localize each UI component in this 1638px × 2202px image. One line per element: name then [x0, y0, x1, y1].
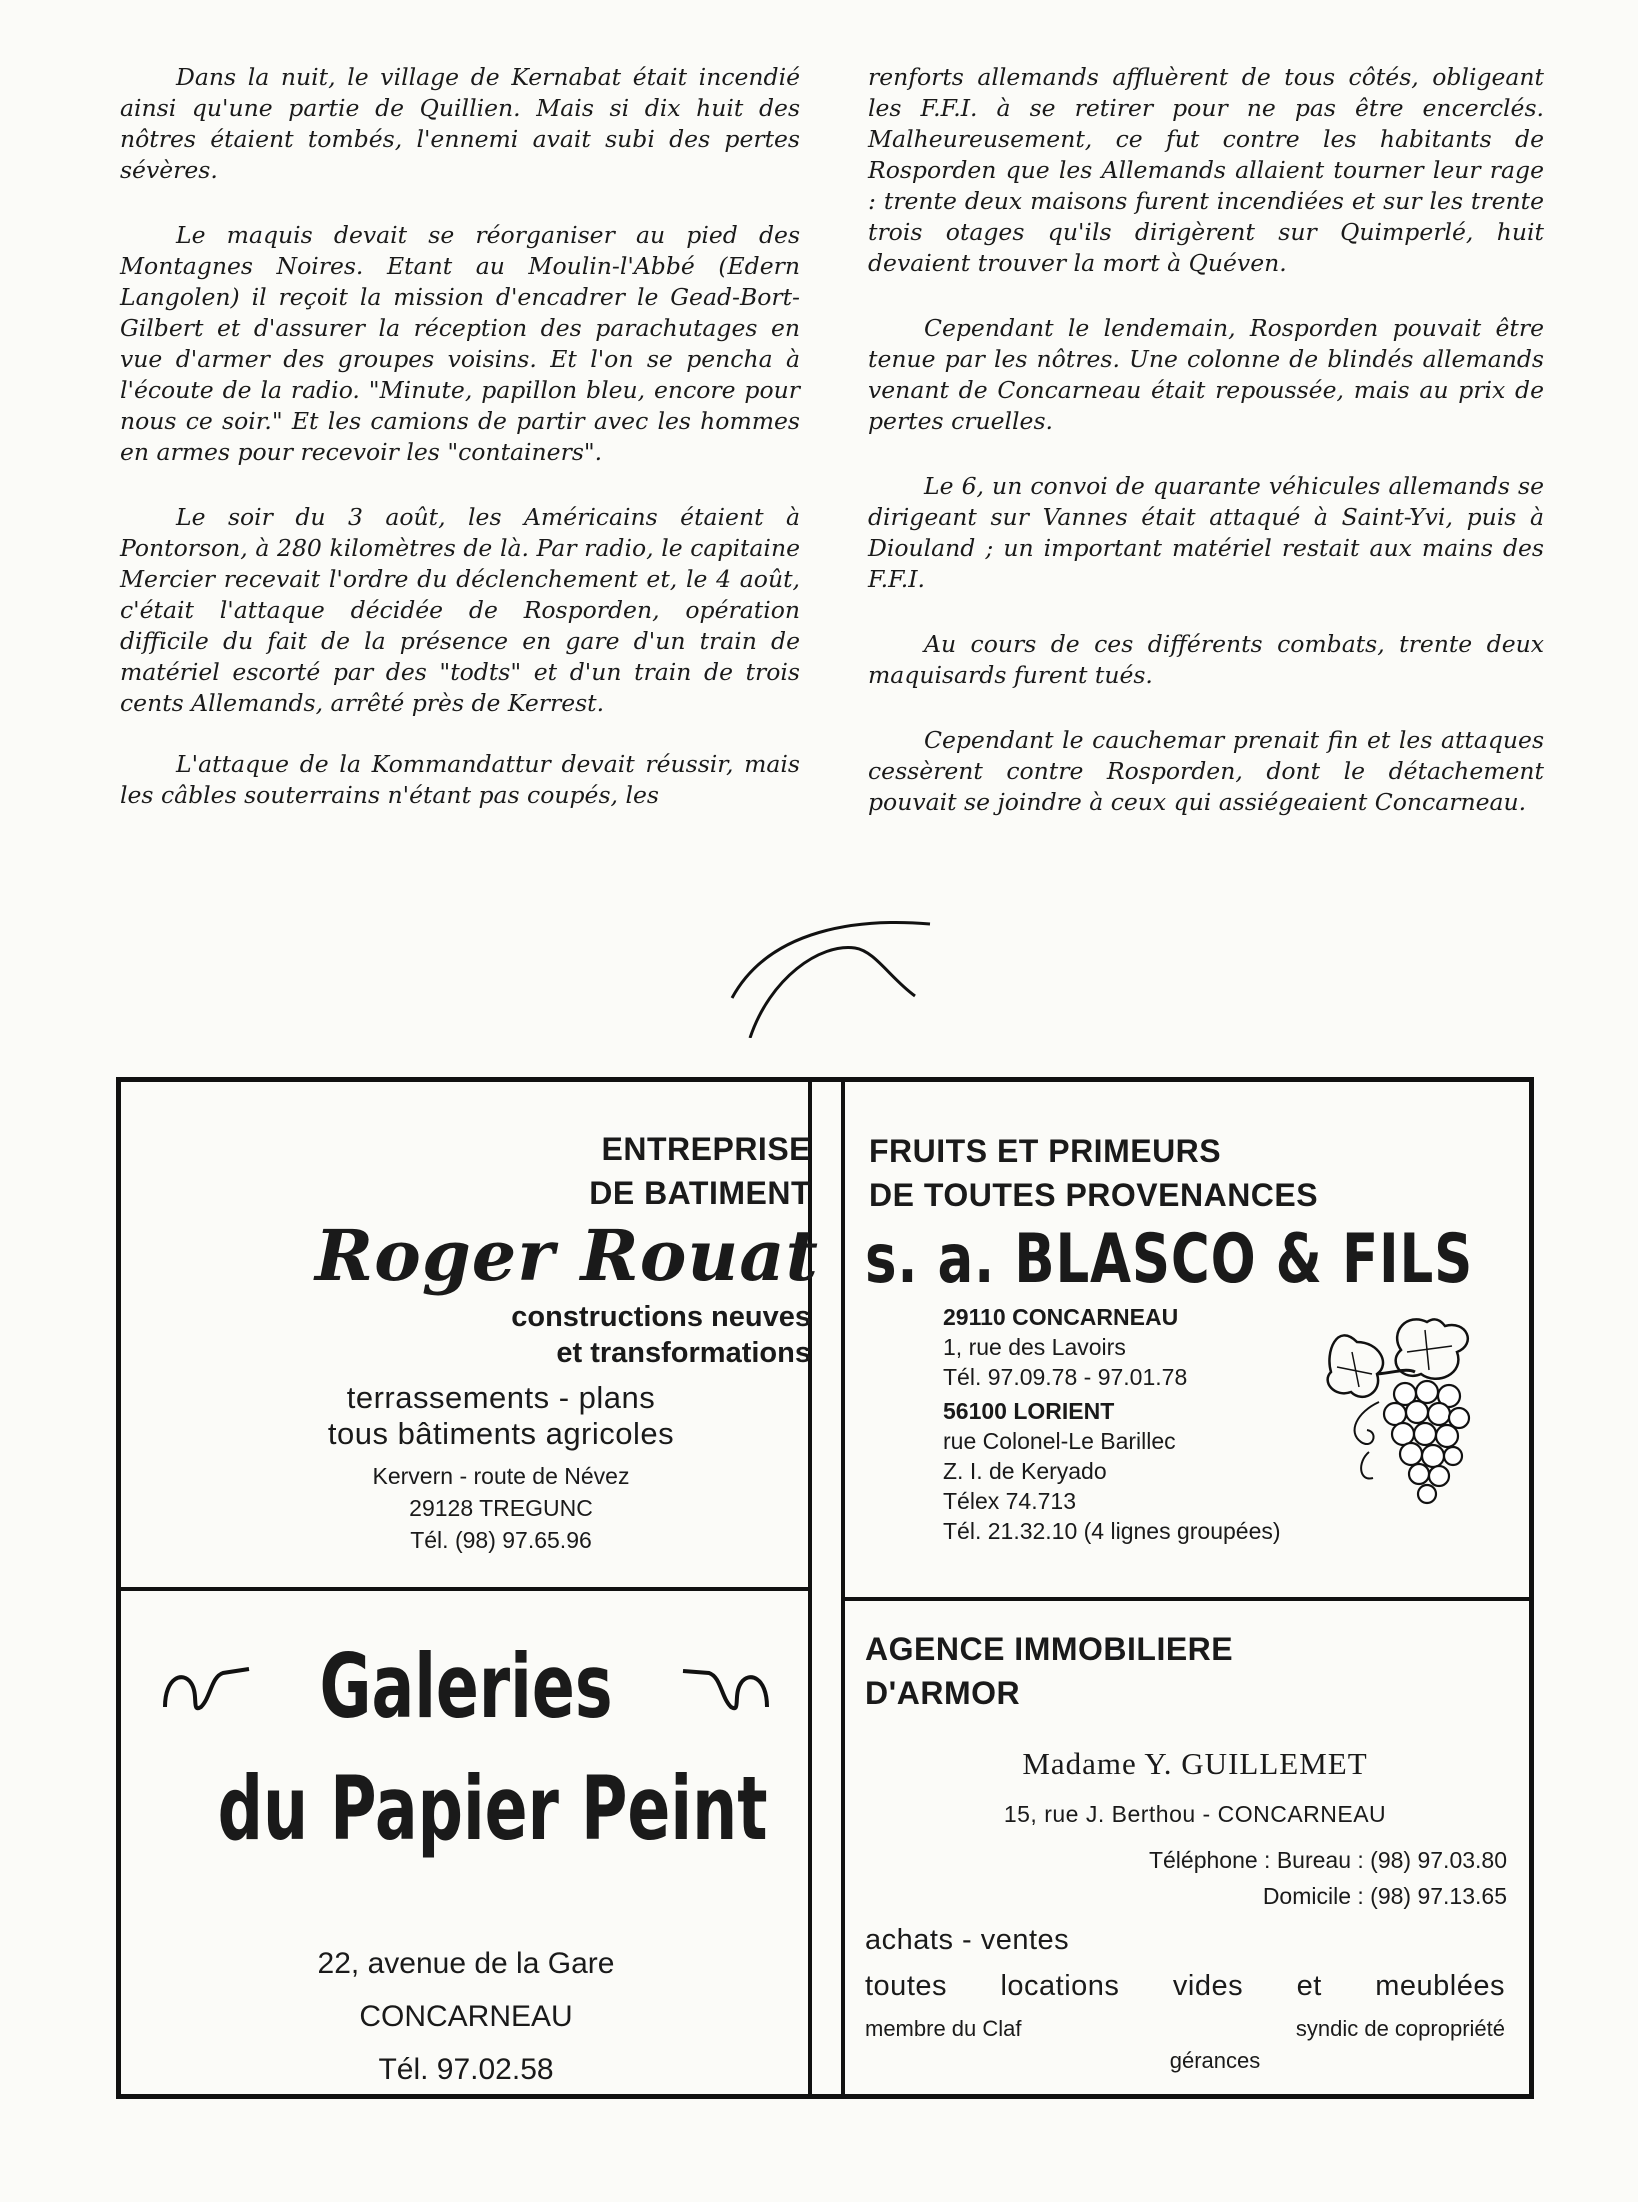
address-line: 1, rue des Lavoirs — [943, 1334, 1126, 1360]
advertisement-grid — [116, 1077, 1534, 2099]
article-left-column — [120, 62, 800, 845]
heading-line: DE TOUTES PROVENANCES — [869, 1177, 1319, 1213]
address-line: 29128 TREGUNC — [409, 1495, 593, 1521]
word: et — [1296, 1970, 1322, 2002]
paragraph: Cependant le lendemain, Rosporden pouvait être tenue par les nôtres. Une colonne de blindés allemands venant de Concarneau était repoussée, mais au prix de pertes cruelles. — [868, 314, 1544, 435]
phone: Tél. 97.02.58 — [378, 2053, 554, 2086]
paragraph: Le maquis devait se réorganiser au pied des Montagnes Noires. Etant au Moulin-l'Abbé (Edern Langolen) il reçoit la mission d'encadrer le Gead-Bort-Gilbert et d'assurer la réception des parachutages en vue d'armer des groupes voisins. Et l'on se pencha à l'écoute de la radio. "Minute, papillon bleu, encore pour nous ce soir." Et les camions de partir avec les hommes en armes pour recevoir les "containers". — [120, 221, 800, 466]
heading-line: ENTREPRISE — [601, 1131, 811, 1167]
service-line: syndic de copropriété — [1295, 2016, 1505, 2041]
phone: Tél. 21.32.10 (4 lignes groupées) — [943, 1518, 1281, 1544]
ad-galeries-papier-peint — [121, 1597, 811, 2097]
ad-blasco — [851, 1082, 1539, 1588]
phone: Tél. 97.09.78 - 97.01.78 — [943, 1364, 1188, 1390]
paragraph: renforts allemands affluèrent de tous côtés, obligeant les F.F.I. à se retirer pour ne pas être encerclés. Malheureusement, ce fut contre les habitants de Rosporden que les Allemands allaient tourner leur rage : trente deux maisons furent incendiées et sur les trente trois otages qu'ils dirigèrent sur Quimperlé, huit devaient trouver la mort à Quéven. — [868, 63, 1544, 277]
word: meublées — [1375, 1970, 1505, 2002]
address — [121, 1937, 811, 2096]
ad-heading — [869, 1129, 1318, 1217]
article-right-column — [868, 62, 1544, 852]
paragraph: Le 6, un convoi de quarante véhicules allemands se dirigeant sur Vannes était attaqué à Saint-Yvi, puis à Diouland ; un important matériel restait aux mains des F.F.I. — [868, 472, 1544, 593]
grapes-icon — [1317, 1312, 1507, 1512]
divider — [841, 1082, 845, 2094]
service-line — [865, 1963, 1505, 2009]
service-line: constructions neuves — [511, 1301, 811, 1333]
services-secondary — [201, 1380, 801, 1452]
address-line: Kervern - route de Névez — [372, 1463, 630, 1489]
paragraph: L'attaque de la Kommandattur devait réussir, mais les câbles souterrains n'étant pas coupés, les — [120, 750, 800, 809]
telex: Télex 74.713 — [943, 1488, 1076, 1514]
city: 29110 CONCARNEAU — [943, 1304, 1179, 1330]
footnote — [865, 2013, 1505, 2077]
address-line: Z. I. de Keryado — [943, 1458, 1107, 1484]
word: vides — [1172, 1970, 1244, 2002]
ad-roger-rouat — [121, 1082, 819, 1588]
word: locations — [1000, 1970, 1120, 2002]
service-line: et transformations — [556, 1337, 811, 1369]
service-line: terrassements - plans — [346, 1380, 656, 1415]
heading-line: DE BATIMENT — [589, 1175, 811, 1211]
heading-line: AGENCE IMMOBILIERE — [865, 1631, 1234, 1667]
service-line: gérances — [1169, 2048, 1261, 2073]
store-title: du Papier Peint — [217, 1757, 768, 1860]
address-line: rue Colonel-Le Barillec — [943, 1428, 1176, 1454]
phone: Téléphone : Bureau : (98) 97.03.80 — [1148, 1847, 1507, 1873]
company-name: s. a. BLASCO & FILS — [865, 1220, 1474, 1299]
word: toutes — [865, 1970, 947, 2002]
ad-heading — [589, 1127, 811, 1215]
paragraph: Cependant le cauchemar prenait fin et les attaques cessèrent contre Rosporden, dont le détachement pouvait se joindre à ceux qui assiégeaient Concarneau. — [868, 726, 1544, 816]
address-line: 22, avenue de la Gare — [317, 1947, 615, 1980]
phones — [1149, 1842, 1507, 1914]
address — [201, 1460, 801, 1556]
phone: Tél. (98) 97.65.96 — [410, 1527, 592, 1553]
service-line: achats - ventes — [865, 1924, 1070, 1956]
company-name: Roger Rouat — [314, 1214, 819, 1297]
ad-heading — [865, 1627, 1233, 1715]
city: 56100 LORIENT — [943, 1398, 1115, 1424]
address-line: CONCARNEAU — [359, 2000, 573, 2033]
heading-line: FRUITS ET PRIMEURS — [869, 1133, 1222, 1169]
agent-name: Madame Y. GUILLEMET — [1022, 1746, 1368, 1781]
phone: Domicile : (98) 97.13.65 — [1262, 1883, 1507, 1909]
swash-ornament-icon — [730, 918, 940, 1038]
service-line: tous bâtiments agricoles — [327, 1416, 675, 1451]
paragraph: Dans la nuit, le village de Kernabat était incendié ainsi qu'une partie de Quillien. Mais si dix huit des nôtres étaient tombés, l'ennemi avait subi des pertes sévères. — [120, 63, 800, 184]
heading-line: D'ARMOR — [865, 1675, 1021, 1711]
services — [511, 1299, 811, 1371]
membership: membre du Claf — [865, 2016, 1022, 2041]
ad-agence-immobiliere — [851, 1601, 1539, 2101]
paragraph: Au cours de ces différents combats, trente deux maquisards furent tués. — [868, 630, 1544, 689]
services — [865, 1917, 1505, 2009]
address: 15, rue J. Berthou - CONCARNEAU — [1003, 1801, 1387, 1827]
paragraph: Le soir du 3 août, les Américains étaient à Pontorson, à 280 kilomètres de là. Par radio, le capitaine Mercier recevait l'ordre du déclenchement et, le 4 août, c'était l'attaque décidée de Rosporden, opération difficile du fait de la présence en gare d'un train de matériel escorté par des "todts" et d'un train de trois cents Allemands, arrêté près de Kerrest. — [120, 503, 800, 717]
store-title: Galeries — [319, 1635, 613, 1738]
addresses — [943, 1302, 1281, 1546]
